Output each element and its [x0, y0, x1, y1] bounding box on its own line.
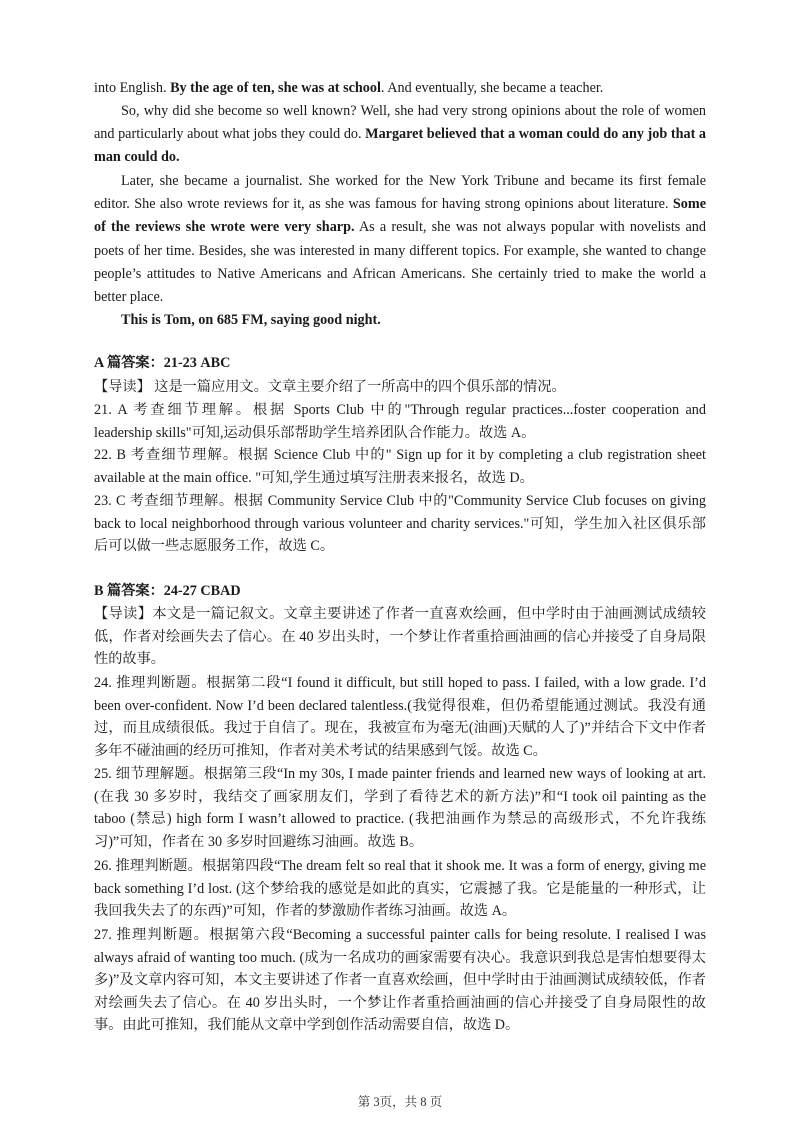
answer-24: 24. 推理判断题。根据第二段“I found it difficult, but still hoped to pass. I failed, with a low grade. I’d been over-confident. Now I’d been declared talentless.(我觉得很难，但仍希望能通过测试。我没有通过，而且成绩很低。我过于自信了。现在，我被宣布为毫无(油画)天赋的人了)”并结合下文中作者多年不碰油画的经历可推知，作者对美术考试的结果感到气馁。故选 C。	[94, 675, 706, 759]
bold-text-run: Some of the reviews she wrote were very sharp.	[94, 196, 706, 236]
bold-text-run: Margaret believed that a woman could do any job that a man could do.	[94, 126, 707, 166]
answer-25: 25. 细节理解题。根据第三段“In my 30s, I made painter friends and learned new ways of looking at art.(在我 30 多岁时，我结交了画家朋友们，学到了看待艺术的新方法)”和“I took oil painting as the taboo (禁忌) high form I wasn’t allowed to practice. (我把油画作为禁忌的高级形式，不允许我练习)”可知，作者在 30 多岁时回避练习油画。故选 B。	[94, 766, 706, 850]
text-run: As a result, she was not always popular with novelists and poets of her time. Besides, she was interested in many different topics. For example, she wanted to change people’s attitudes to Native Americans and African Americans. She certainly tried to make the world a better place.	[94, 219, 706, 306]
passage-paragraph-2	[94, 100, 706, 170]
bold-text-run: By the age of ten, she was at school	[170, 80, 381, 96]
passage-paragraph-1	[94, 77, 706, 100]
page-number-footer: 第 3页，共 8 页	[357, 1095, 443, 1109]
section-b-heading: B 篇答案：24-27 CBAD	[94, 583, 241, 599]
passage-paragraph-3	[94, 170, 706, 309]
section-b-intro: 【导读】本文是一篇记叙文。文章主要讲述了作者一直喜欢绘画，但中学时由于油画测试成绩较低，作者对绘画失去了信心。在 40 岁出头时，一个梦让作者重拾画油画的信心并接受了自身局限性的故事。	[94, 606, 706, 668]
section-a-intro: 【导读】 这是一篇应用文。文章主要介绍了一所高中的四个俱乐部的情况。	[94, 379, 566, 395]
answer-22: 22. B 考查细节理解。根据 Science Club 中的" Sign up for it by completing a club registration sheet available at the main office. "可知,学生通过填写注册表来报名，故选 D。	[94, 447, 706, 486]
answer-23: 23. C 考查细节理解。根据 Community Service Club 中的"Community Service Club focuses on giving back to local neighborhood through various volunteer and charity services."可知，学生加入社区俱乐部后可以做一些志愿服务工作，故选 C。	[94, 493, 706, 555]
text-run: . And eventually, she became a teacher.	[380, 80, 604, 96]
text-run: into English.	[94, 80, 171, 96]
bold-text-run: This is Tom, on 685 FM, saying good night.	[121, 312, 381, 328]
section-a-heading: A 篇答案：21-23 ABC	[94, 355, 231, 371]
answer-27: 27. 推理判断题。根据第六段“Becoming a successful painter calls for being resolute. I realised I was always afraid of wanting too much. (成为一名成功的画家需要有决心。我意识到我总是害怕想要得太多)”及文章内容可知，本文主要讲述了作者一直喜欢绘画，但中学时由于油画测试成绩较低，作者对绘画失去了信心。在 40 岁出头时，一个梦让作者重拾画油画的信心并接受了自身局限性的故事。由此可推知，我们能从文章中学到创作活动需要自信，故选 D。	[94, 927, 706, 1034]
text-run: Later, she became a journalist. She worked for the New York Tribune and became its first female editor. She also wrote reviews for it, as she was famous for having strong opinions about literature.	[94, 173, 706, 213]
text-run: So, why did she become so well known? Well, she had very strong opinions about the role of women and particularly about what jobs they could do.	[94, 103, 706, 143]
answer-21: 21. A 考查细节理解。根据 Sports Club 中的"Through regular practices...foster cooperation and leadership skills"可知,运动俱乐部帮助学生培养团队合作能力。故选 A。	[94, 402, 706, 441]
answer-26: 26. 推理判断题。根据第四段“The dream felt so real that it shook me. It was a form of energy, giving me back something I’d lost. (这个梦给我的感觉是如此的真实，它震撼了我。它是能量的一种形式，让我回我失去了的东西)”可知，作者的梦激励作者练习油画。故选 A。	[94, 858, 706, 920]
passage-paragraph-4	[94, 309, 706, 332]
